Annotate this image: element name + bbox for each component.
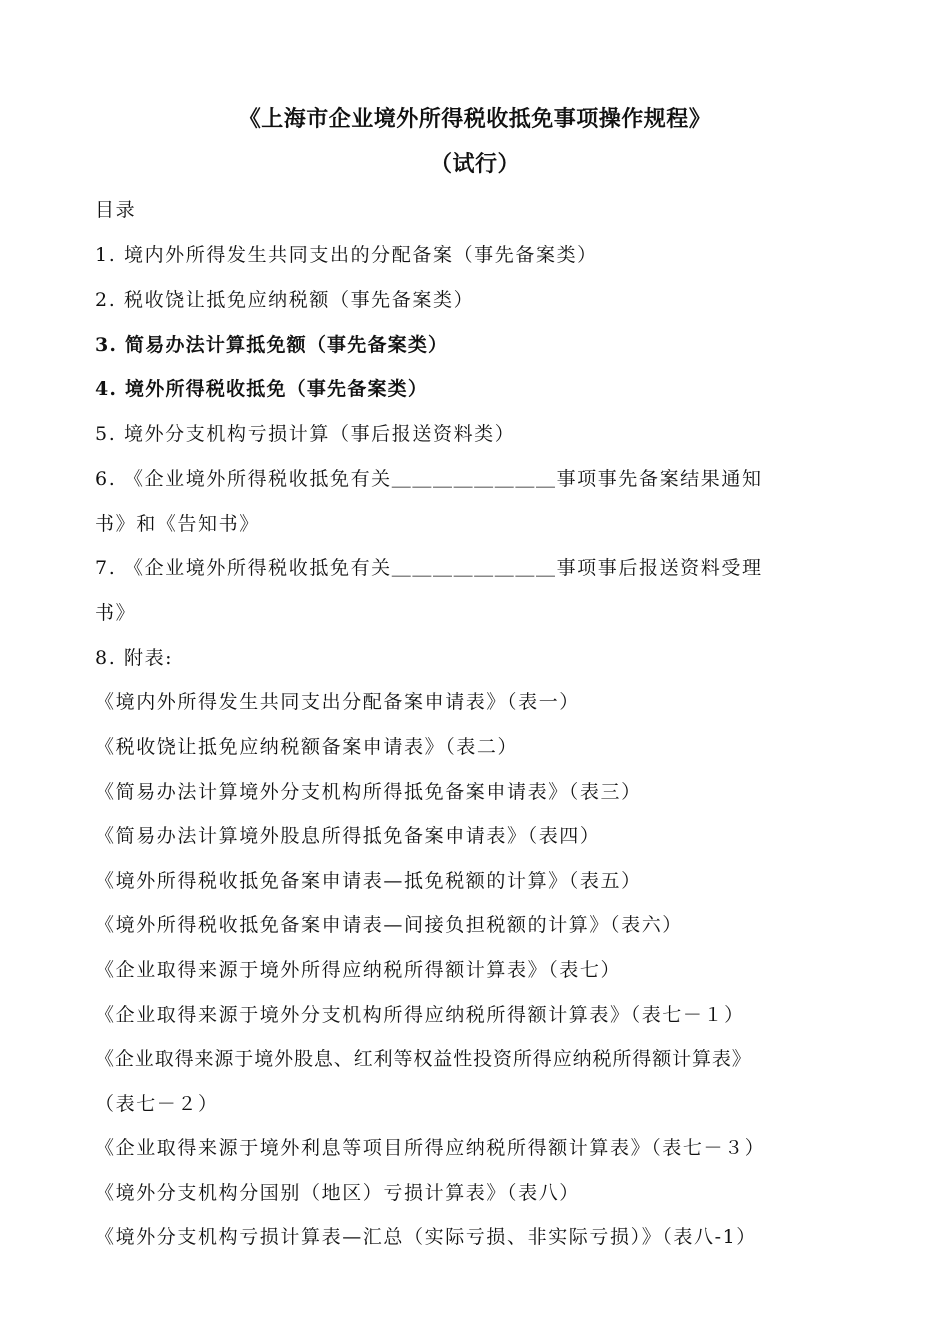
toc-item-4: 4. 境外所得税收抵免（事先备案类） bbox=[95, 378, 429, 400]
appendix-item: 《境外分支机构亏损计算表—汇总（实际亏损、非实际亏损）》（表八-1） bbox=[95, 1226, 757, 1248]
appendix-item: 《简易办法计算境外股息所得抵免备案申请表》（表四） bbox=[95, 825, 601, 847]
toc-item-6-cont: 书》和《告知书》 bbox=[95, 513, 260, 535]
appendix-item: 《境外所得税收抵免备案申请表—抵免税额的计算》（表五） bbox=[95, 870, 642, 892]
appendix-item: 《境外分支机构分国别（地区）亏损计算表》（表八） bbox=[95, 1182, 580, 1204]
appendix-item: 《企业取得来源于境外分支机构所得应纳税所得额计算表》（表七－１） bbox=[95, 1004, 745, 1026]
appendix-item: 《企业取得来源于境外所得应纳税所得额计算表》（表七） bbox=[95, 959, 622, 981]
appendix-item: 《税收饶让抵免应纳税额备案申请表》（表二） bbox=[95, 736, 519, 758]
appendix-item: 《简易办法计算境外分支机构所得抵免备案申请表》（表三） bbox=[95, 781, 642, 803]
toc-item-3: 3. 简易办法计算抵免额（事先备案类） bbox=[95, 334, 449, 356]
document-subtitle: （试行） bbox=[429, 151, 520, 177]
toc-item-8: 8. 附表: bbox=[95, 647, 174, 669]
appendix-item: 《企业取得来源于境外股息、红利等权益性投资所得应纳税所得额计算表》 bbox=[95, 1048, 752, 1070]
appendix-item: 《境内外所得发生共同支出分配备案申请表》（表一） bbox=[95, 691, 580, 713]
toc-item-1: 1. 境内外所得发生共同支出的分配备案（事先备案类） bbox=[95, 244, 598, 266]
document-title: 《上海市企业境外所得税收抵免事项操作规程》 bbox=[238, 106, 712, 132]
appendix-item-cont: （表七－２） bbox=[95, 1093, 219, 1115]
toc-item-7: 7. 《企业境外所得税收抵免有关＿＿＿＿＿＿＿＿事项事后报送资料受理 bbox=[95, 557, 763, 579]
appendix-item: 《企业取得来源于境外利息等项目所得应纳税所得额计算表》（表七－３） bbox=[95, 1137, 766, 1159]
toc-item-5: 5. 境外分支机构亏损计算（事后报送资料类） bbox=[95, 423, 516, 445]
appendix-item: 《境外所得税收抵免备案申请表—间接负担税额的计算》（表六） bbox=[95, 914, 683, 936]
toc-item-6: 6. 《企业境外所得税收抵免有关＿＿＿＿＿＿＿＿事项事先备案结果通知 bbox=[95, 468, 763, 490]
toc-item-7-cont: 书》 bbox=[95, 602, 137, 624]
toc-heading: 目录 bbox=[95, 199, 137, 221]
toc-item-2: 2. 税收饶让抵免应纳税额（事先备案类） bbox=[95, 289, 475, 311]
